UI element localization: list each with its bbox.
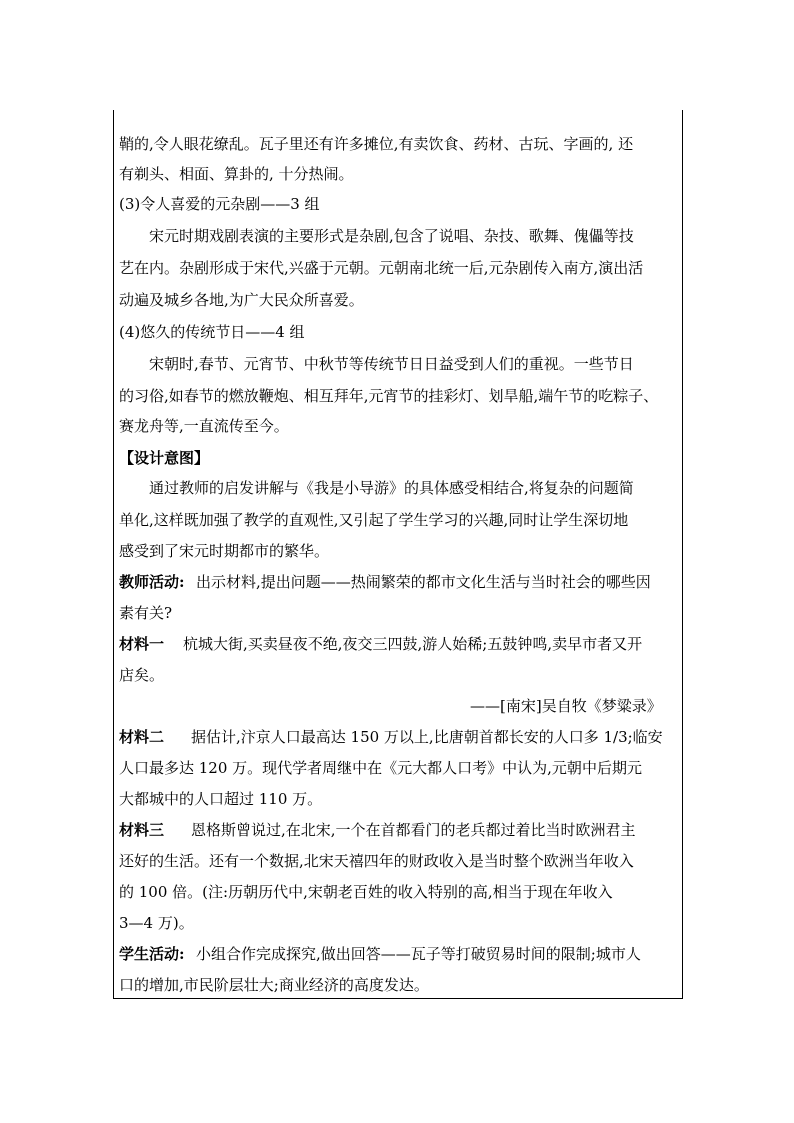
text-line: 大都城中的人口超过 110 万。 — [119, 790, 323, 808]
student-activity-label: 学生活动: — [119, 945, 185, 963]
text-line: 杭城大街,买卖昼夜不绝,夜交三四鼓,游人始稀;五鼓钟鸣,卖早市者又开 — [183, 635, 643, 653]
material-three-label: 材料三 — [119, 821, 165, 839]
text-line: 宋元时期戏剧表演的主要形式是杂剧,包含了说唱、杂技、歌舞、傀儡等技 — [149, 227, 634, 245]
text-line: 出示材料,提出问题——热闹繁荣的都市文化生活与当时社会的哪些因 — [196, 573, 651, 591]
text-line: 还好的生活。还有一个数据,北宋天禧四年的财政收入是当时整个欧洲当年收入 — [119, 852, 634, 870]
text-line: 口的增加,市民阶层壮大;商业经济的高度发达。 — [119, 976, 429, 994]
material-one-label: 材料一 — [119, 635, 165, 653]
material-two-label: 材料二 — [119, 728, 165, 746]
text-line: 素有关? — [119, 604, 173, 622]
teacher-activity-label: 教师活动: — [119, 573, 185, 591]
design-intent-heading: 【设计意图】 — [119, 449, 210, 467]
text-line: 小组合作完成探究,做出回答——瓦子等打破贸易时间的限制;城市人 — [196, 945, 641, 963]
text-line: 店矣。 — [119, 666, 165, 684]
text-line: 据估计,汴京人口最高达 150 万以上,比唐朝首都长安的人口多 1/3;临安 — [191, 728, 663, 746]
text-line: 赛龙舟等,一直流传至今。 — [119, 417, 289, 435]
section-heading: (4)悠久的传统节日——4 组 — [119, 323, 305, 341]
text-line: 宋朝时,春节、元宵节、中秋节等传统节日日益受到人们的重视。一些节日 — [149, 355, 634, 373]
text-line: 3—4 万)。 — [119, 914, 194, 932]
text-line: 的 100 倍。(注:历朝历代中,宋朝老百姓的收入特别的高,相当于现在年收入 — [119, 883, 613, 901]
text-line: 感受到了宋元时期都市的繁华。 — [119, 542, 330, 560]
text-line: 通过教师的启发讲解与《我是小导游》的具体感受相结合,将复杂的问题简 — [149, 479, 634, 497]
text-line: 的习俗,如春节的燃放鞭炮、相互拜年,元宵节的挂彩灯、划旱船,端午节的吃粽子、 — [119, 387, 659, 405]
text-line: 人口最多达 120 万。现代学者周继中在《元大都人口考》中认为,元朝中后期元 — [119, 759, 642, 777]
text-line: 恩格斯曾说过,在北宋,一个在首都看门的老兵都过着比当时欧洲君主 — [191, 821, 636, 839]
section-heading: (3)令人喜爱的元杂剧——3 组 — [119, 195, 320, 213]
text-line: 动遍及城乡各地,为广大民众所喜爱。 — [119, 291, 364, 309]
text-line: 有剃头、相面、算卦的, 十分热闹。 — [119, 165, 354, 183]
text-line: 单化,这样既加强了教学的直观性,又引起了学生学习的兴趣,同时让学生深切地 — [119, 511, 629, 529]
text-line: 鞘的,令人眼花缭乱。瓦子里还有许多摊位,有卖饮食、药材、古玩、字画的, 还 — [119, 135, 634, 153]
text-line: 艺在内。杂剧形成于宋代,兴盛于元朝。元朝南北统一后,元杂剧传入南方,演出活 — [119, 259, 644, 277]
citation: ——[南宋]吴自牧《梦粱录》 — [470, 697, 662, 715]
